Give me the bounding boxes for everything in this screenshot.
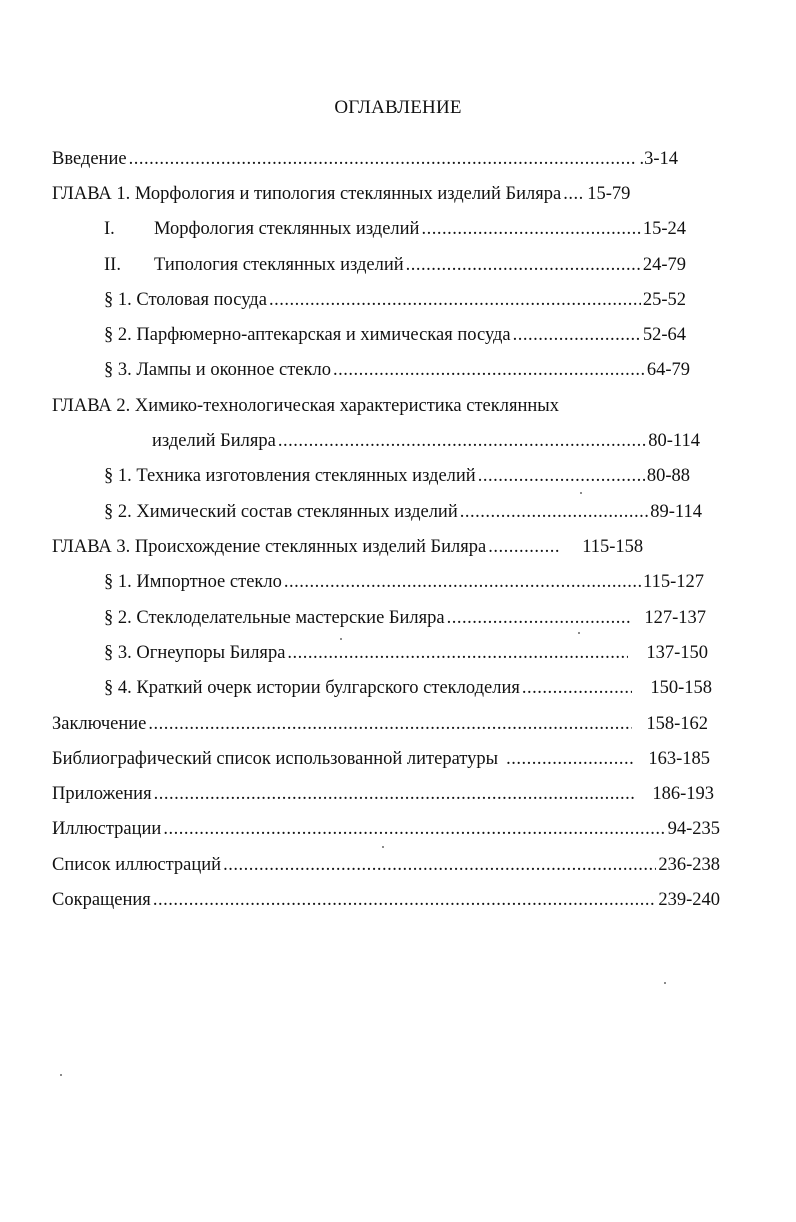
scan-speck (580, 492, 582, 494)
scan-speck (340, 638, 342, 640)
toc-entry-label: Список иллюстраций (52, 855, 222, 875)
toc-entry-chapter-2 (52, 393, 559, 419)
toc-entry-label: ГЛАВА 1. Морфология и типология стеклянных изделий Биляра (52, 184, 562, 204)
toc-entry-pages: 115-158 (582, 537, 644, 557)
toc-entry-label: ГЛАВА 3. Происхождение стеклянных изделий Биляра (52, 537, 487, 557)
toc-entry-label (104, 252, 404, 278)
toc-entry-pages: 236-238 (658, 855, 720, 875)
toc-entry-chapter-3 (52, 534, 704, 560)
toc-entry-section (104, 499, 702, 525)
toc-entry-pages: 15-24 (642, 219, 686, 239)
toc-entry-pages: 25-52 (642, 290, 686, 310)
toc-entry-text: Морфология стеклянных изделий (154, 219, 420, 239)
dot-leader (154, 781, 635, 807)
toc-entry-section (104, 569, 704, 595)
toc-entry-text: Типология стеклянных изделий (154, 255, 404, 275)
toc-entry-label: § 2. Химический состав стеклянных изделий (104, 502, 458, 522)
toc-entry-list-of-illustrations (52, 852, 720, 878)
toc-entry-section (104, 675, 712, 701)
toc-entry-label: Заключение (52, 714, 147, 734)
toc-entry-pages: 64-79 (646, 360, 690, 380)
scan-speck (60, 1074, 62, 1076)
toc-entry-chapter-2-continuation (152, 428, 700, 454)
dot-leader (148, 711, 632, 737)
dot-leader (522, 675, 632, 701)
toc-entry-section (104, 640, 708, 666)
scan-speck (578, 632, 580, 634)
toc-entry-label: § 2. Парфюмерно-аптекарская и химическая посуда (104, 325, 511, 345)
toc-entry-pages: 163-185 (648, 749, 710, 769)
dot-leader (506, 746, 634, 772)
toc-entry-pages: 127-137 (644, 608, 706, 628)
toc-entry-pages: 80-114 (648, 431, 700, 451)
dot-leader (163, 816, 665, 842)
toc-entry-label: изделий Биляра (152, 431, 276, 451)
toc-entry-pages: 150-158 (650, 678, 712, 698)
toc-entry-section (104, 463, 690, 489)
toc-entry-pages: 94-235 (667, 819, 720, 839)
toc-entry-chapter-1-part-2 (104, 252, 686, 278)
toc-entry-label: § 4. Краткий очерк истории булгарского стеклоделия (104, 678, 520, 698)
toc-entry-label: Сокращения (52, 890, 151, 910)
scan-speck (664, 982, 666, 984)
toc-entry-label: Введение (52, 149, 127, 169)
toc-entry-label: § 1. Импортное стекло (104, 572, 282, 592)
toc-entry-number: II. (104, 255, 121, 275)
dot-leader (129, 146, 638, 172)
page-title: ОГЛАВЛЕНИЕ (334, 97, 462, 118)
toc-entry-introduction (52, 146, 678, 172)
toc-entry-pages: 115-127 (643, 572, 704, 592)
toc-entry-label: § 3. Огнеупоры Биляра (104, 643, 286, 663)
dot-leader (153, 887, 657, 913)
toc-entry-pages: 52-64 (642, 325, 686, 345)
toc-entry-pages: .3-14 (639, 149, 678, 169)
toc-entry-label: ГЛАВА 2. Химико-технологическая характеристика стеклянных (52, 396, 559, 416)
toc-entry-pages: 15-79 (587, 184, 631, 204)
toc-entry-section (104, 322, 686, 348)
dot-leader (278, 428, 646, 454)
toc-entry-section (104, 357, 690, 383)
toc-entry-bibliography (52, 746, 710, 772)
dot-leader (284, 569, 641, 595)
toc-entry-conclusion (52, 711, 708, 737)
toc-entry-pages: 89-114 (650, 502, 702, 522)
dot-leader (447, 605, 633, 631)
toc-entry-label: § 3. Лампы и оконное стекло (104, 360, 331, 380)
toc-entry-pages: 24-79 (642, 255, 686, 275)
dot-leader (488, 534, 560, 560)
toc-entry-chapter-1-part-1 (104, 216, 686, 242)
toc-entry-pages: 158-162 (646, 714, 708, 734)
toc-entry-abbreviations (52, 887, 720, 913)
dot-leader (269, 287, 641, 313)
toc-entry-section (104, 287, 686, 313)
dot-leader (563, 181, 585, 207)
toc-entry-label (104, 216, 419, 242)
toc-entry-illustrations (52, 816, 720, 842)
dot-leader (421, 216, 640, 242)
toc-entry-pages: 239-240 (658, 890, 720, 910)
dot-leader (406, 252, 641, 278)
toc-entry-label: § 2. Стеклоделательные мастерские Биляра (104, 608, 445, 628)
toc-entry-label: Приложения (52, 784, 152, 804)
toc-entry-label: Библиографический список использованной литературы (52, 749, 499, 769)
dot-leader (223, 852, 656, 878)
toc-entry-chapter-1 (52, 181, 686, 207)
toc-entry-label: § 1. Столовая посуда (104, 290, 267, 310)
dot-leader (333, 357, 645, 383)
dot-leader (287, 640, 628, 666)
toc-entry-section (104, 605, 706, 631)
toc-entry-pages: 137-150 (646, 643, 708, 663)
scan-speck (382, 846, 384, 848)
toc-entry-pages: 80-88 (646, 466, 690, 486)
dot-leader (478, 463, 645, 489)
toc-entry-number: I. (104, 219, 115, 239)
dot-leader (460, 499, 649, 525)
dot-leader (513, 322, 641, 348)
toc-entry-appendices (52, 781, 714, 807)
toc-entry-label: § 1. Техника изготовления стеклянных изделий (104, 466, 476, 486)
toc-entry-pages: 186-193 (652, 784, 714, 804)
toc-entry-label: Иллюстрации (52, 819, 162, 839)
